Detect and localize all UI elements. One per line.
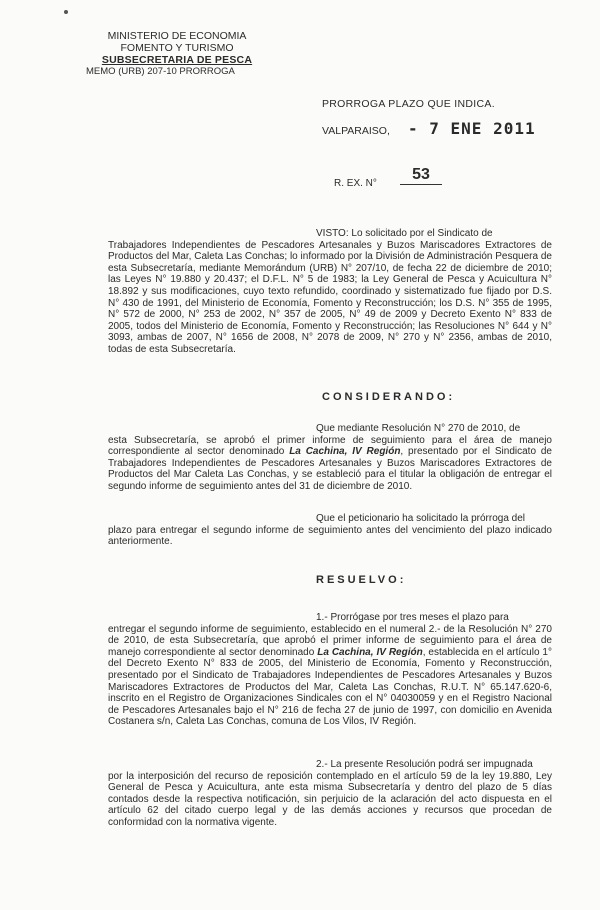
resuelvo-paragraph-2 — [108, 759, 552, 829]
considerando-1-sector: La Cachina, IV Región — [289, 446, 401, 458]
considerando-2-lead: Que el peticionario ha solicitado la prórroga del — [316, 513, 526, 524]
visto-lead: VISTO: Lo solicitado por el Sindicato de — [316, 228, 493, 239]
subsecretaria-line: SUBSECRETARIA DE PESCA — [101, 54, 253, 66]
letterhead — [86, 30, 262, 78]
memo-reference: MEMO (URB) 207-10 PRORROGA — [86, 66, 235, 77]
resuelvo-1-text-a: entregar el segundo informe de seguimiento, establecido en el numeral 2.- de la Resolución N° 270 de 2010, de esta Subsecretaría, que aprobó el primer informe de seguimiento para el área de manejo correspondiente al sector denominado — [108, 623, 552, 658]
considerando-1-lead: Que mediante Resolución N° 270 de 2010, de — [316, 423, 521, 434]
resolution-number: 53 — [400, 166, 442, 185]
visto-body: Trabajadores Independientes de Pescadores Artesanales y Buzos Mariscadores Extractores de Productos del Mar, Caleta Las Conchas; lo informado por la División de Administración Pesquera de esta Subsecretaría, mediante Memorándum (URB) N° 207/10, de fecha 22 de diciembre de 2010; las Leyes N° 19.880 y 20.437; el D.F.L. N° 5 de 1983; la Ley General de Pesca y Acuicultura N° 18.892 y sus modificaciones, cuyo texto refundido, coordinado y sistematizado fue fijado por D.S. N° 430 de 1991, del Ministerio de Economía, Fomento y Reconstrucción; los D.S. N° 355 de 1995, N° 572 de 2000, N° 253 de 2002, N° 357 de 2005, N° 49 de 2009 y Decreto Exento N° 833 de 2005, todos del Ministerio de Economía, Fomento y Reconstrucción; las Resoluciones N° 644 y N° 3093, ambas de 2007, N° 1656 de 2008, N° 2078 de 2009, N° 270 y N° 2356, ambas de 2010, todas de esta Subsecretaría. — [108, 239, 552, 355]
considerando-heading: CONSIDERANDO: — [322, 391, 456, 403]
ministry-line: MINISTERIO DE ECONOMIA — [107, 30, 247, 42]
place-label: VALPARAISO, — [322, 125, 390, 137]
considerando-1-body — [108, 435, 552, 493]
considerando-1-text-a: esta Subsecretaría, se aprobó el primer informe de seguimiento para el área de manejo correspondiente al sector denominado — [108, 434, 552, 458]
considerando-paragraph-1 — [108, 423, 552, 493]
resuelvo-2-lead: 2.- La presente Resolución podrá ser impugnada — [316, 759, 533, 770]
resuelvo-heading: RESUELVO: — [316, 574, 407, 586]
ministry-line-2: FOMENTO Y TURISMO — [120, 42, 234, 54]
scan-mark — [64, 10, 68, 14]
resuelvo-1-text-c: , establecida en el artículo 1° del Decreto Exento N° 833 de 2005, del Ministerio de Economía, Fomento y Reconstrucción, presentado por el Sindicato de Trabajadores Independientes de Pescadores Artesanales y Buzos Mariscadores Extractores de Productos del Mar, Caleta Las Conchas, R.U.T. N° 65.147.620-6, inscrito en el Registro de Organizaciones Sindicales con el N° 04030059 y en el Registro Nacional de Pescadores Artesanales bajo el N° 216 de fecha 27 de junio de 1997, con domicilio en Avenida Costanera s/n, Caleta Las Conchas, comuna de Los Vilos, IV Región. — [108, 646, 552, 728]
resuelvo-1-sector: La Cachina, IV Región — [317, 646, 423, 658]
date-stamp: - 7 ENE 2011 — [408, 119, 536, 138]
resuelvo-2-body: por la interposición del recurso de reposición contemplado en el artículo 59 de la ley 19.880, Ley General de Pesca y Acuicultura, ante esta misma Subsecretaría y dentro del plazo de 5 días contados desde la respectiva notificación, sin perjuicio de la aclaración del acto dispuesta en el artículo 62 del citado cuerpo legal y de las demás acciones y recursos que procedan de conformidad con la normativa vigente. — [108, 770, 552, 828]
considerando-1-text-c: , presentado por el Sindicato de Trabajadores Independientes de Pescadores Artesanales y Buzos Mariscadores Extractores de Productos del Mar Caleta Las Conchas, y se estableció para el titular la obligación de entregar el segundo informe de seguimiento antes del 31 de diciembre de 2010. — [108, 446, 552, 492]
resuelvo-1-body — [108, 624, 552, 728]
resuelvo-paragraph-1 — [108, 612, 552, 728]
document-title: PRORROGA PLAZO QUE INDICA. — [322, 98, 495, 110]
visto-paragraph — [108, 228, 552, 356]
resuelvo-1-lead: 1.- Prorrógase por tres meses el plazo para — [316, 612, 509, 623]
resolution-label: R. EX. N° — [334, 178, 377, 189]
considerando-2-body: plazo para entregar el segundo informe de seguimiento antes del vencimiento del plazo indicado anteriormente. — [108, 524, 552, 548]
considerando-paragraph-2 — [108, 513, 552, 548]
